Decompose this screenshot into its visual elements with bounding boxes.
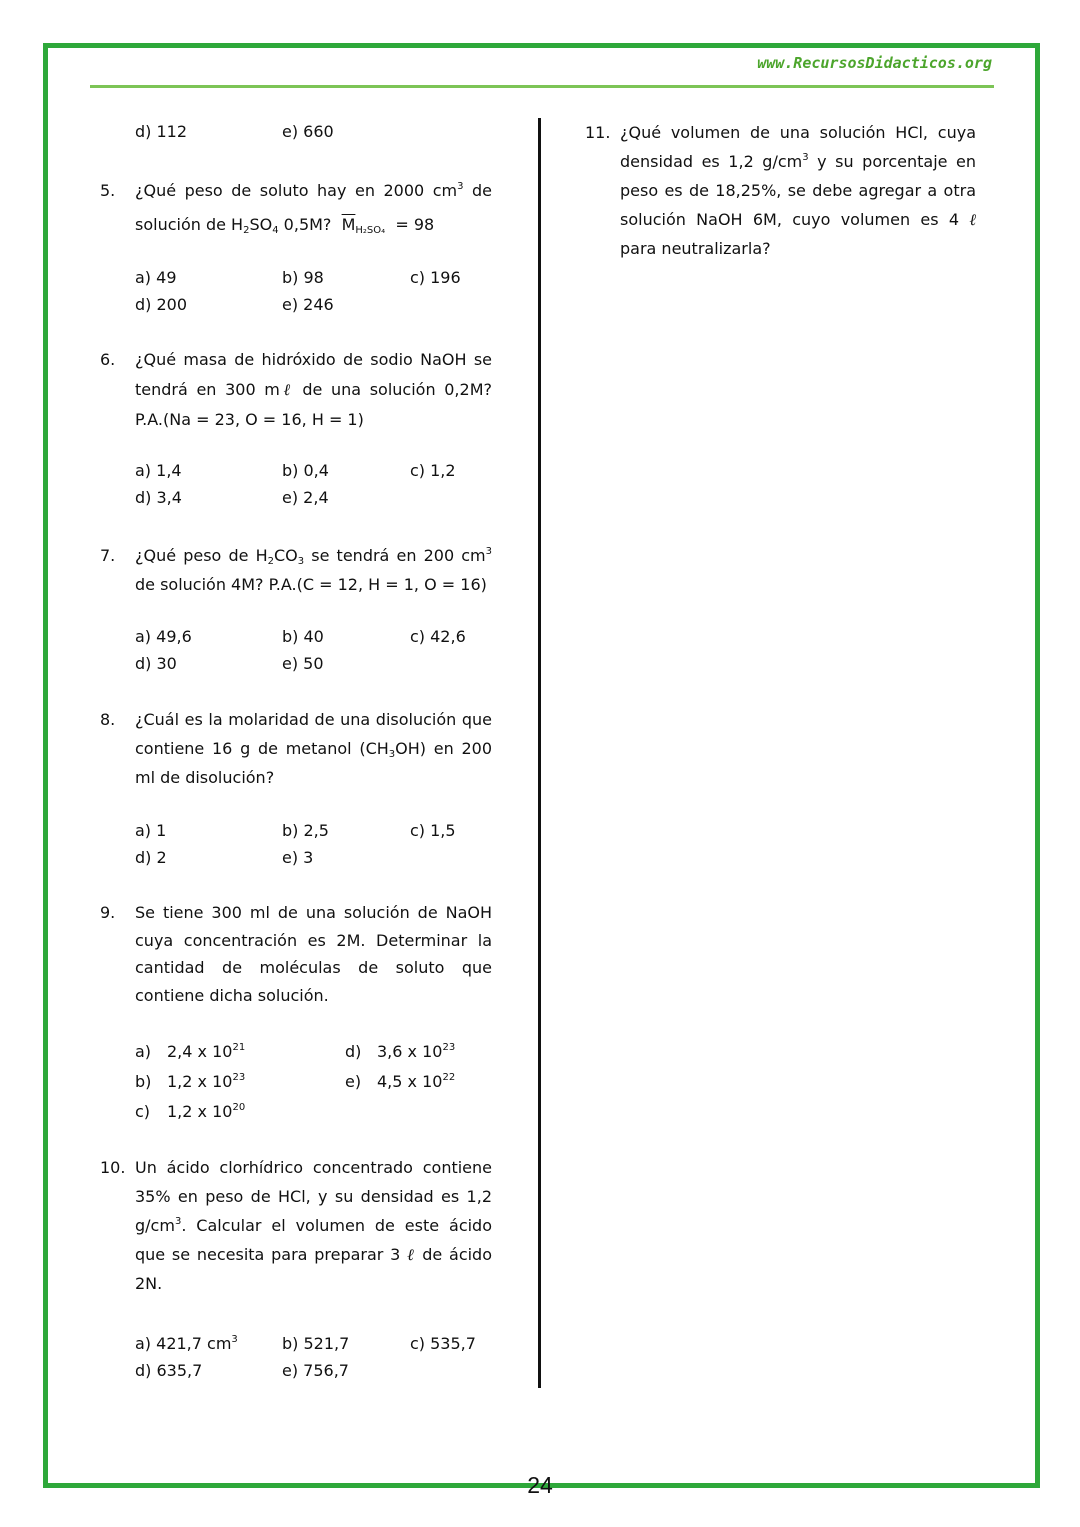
question-7: 7. ¿Qué peso de $H_2CO_3$ se tendrá en 200 $cm^3$ de solución 4M? P.A.(C = 12, H = 1, O = 16) xyxy=(100,541,492,599)
option: d) 200 xyxy=(135,295,188,314)
option: b) 98 xyxy=(282,268,324,287)
option: a) 49 xyxy=(135,268,177,287)
option: a) 1 xyxy=(135,821,167,840)
option: c) 1,5 xyxy=(410,821,456,840)
question-number: 7. xyxy=(100,546,116,565)
q7-options xyxy=(135,623,492,677)
option: a) 2,4 x $10^{21}$ xyxy=(135,1042,246,1061)
question-8: 8. ¿Cuál es la molaridad de una disolución que contiene 16 g de metanol $(CH_3OH)$ en 200 ml de disolución? xyxy=(100,705,492,792)
q4-options-tail xyxy=(135,118,492,145)
right-column xyxy=(585,118,976,263)
question-9: 9. Se tiene 300 ml de una solución de NaOH cuya concentración es 2M. Determinar la cantidad de moléculas de soluto que contiene dicha solución. xyxy=(100,899,492,1009)
option: e) 246 xyxy=(282,295,334,314)
question-5: 5. ¿Qué peso de soluto hay en 2000 $cm^3$ de solución de $H_2SO_4$ 0,5M? $\overline{M}_{H_2SO_4} = 98$ xyxy=(100,174,492,242)
question-number: 5. xyxy=(100,181,116,200)
question-number: 9. xyxy=(100,903,116,922)
option: b) 2,5 xyxy=(282,821,329,840)
question-number: 8. xyxy=(100,710,116,729)
option: a) 421,7 $cm^3$ xyxy=(135,1334,238,1353)
q10-options xyxy=(135,1330,492,1384)
option: d) 3,4 xyxy=(135,488,182,507)
q5-options xyxy=(135,264,492,318)
option: e) 50 xyxy=(282,654,324,673)
q4-option-d: d) 112 xyxy=(135,122,188,141)
question-6: 6. ¿Qué masa de hidróxido de sodio NaOH se tendrá en 300 mℓ de una solución 0,2M? P.A.(Na = 23, O = 16, H = 1) xyxy=(100,345,492,435)
option: a) 49,6 xyxy=(135,627,192,646)
left-column xyxy=(100,118,492,1384)
option: c) 1,2 xyxy=(410,461,456,480)
page-number: 24 xyxy=(527,1472,553,1498)
molar-mass-symbol: $\overline{M}$ xyxy=(341,215,356,234)
question-number: 11. xyxy=(585,123,611,142)
option: d) 635,7 xyxy=(135,1361,203,1380)
option: e) 3 xyxy=(282,848,314,867)
option: b) 521,7 xyxy=(282,1334,350,1353)
option: e) 2,4 xyxy=(282,488,329,507)
column-divider xyxy=(538,118,541,1388)
option: b) 0,4 xyxy=(282,461,329,480)
header-rule xyxy=(90,85,994,88)
option: c) 535,7 xyxy=(410,1334,476,1353)
option: b) 40 xyxy=(282,627,324,646)
option: c) 42,6 xyxy=(410,627,466,646)
option: d) 30 xyxy=(135,654,177,673)
option: e) 4,5 x $10^{22}$ xyxy=(345,1072,456,1091)
option: d) 2 xyxy=(135,848,167,867)
q6-options xyxy=(135,457,492,511)
option: c) 1,2 x $10^{20}$ xyxy=(135,1102,246,1121)
question-number: 6. xyxy=(100,350,116,369)
option: c) 196 xyxy=(410,268,461,287)
option: d) 3,6 x $10^{23}$ xyxy=(345,1042,456,1061)
question-number: 10. xyxy=(100,1158,126,1177)
option: a) 1,4 xyxy=(135,461,182,480)
option: e) 756,7 xyxy=(282,1361,349,1380)
option: b) 1,2 x $10^{23}$ xyxy=(135,1072,246,1091)
question-10: 10. Un ácido clorhídrico concentrado contiene 35% en peso de HCl, y su densidad es 1,2 $g/cm^3$. Calcular el volumen de este ácido que se necesita para preparar 3 ℓ de ácido 2N. xyxy=(100,1153,492,1298)
q9-options xyxy=(135,1037,492,1127)
question-11: 11. ¿Qué volumen de una solución HCl, cuya densidad es 1,2 $g/cm^3$ y su porcentaje en peso es de 18,25%, se debe agregar a otra solución NaOH 6M, cuyo volumen es 4 ℓ para neutralizarla? xyxy=(585,118,976,263)
q8-options xyxy=(135,817,492,871)
site-url: www.RecursosDidacticos.org xyxy=(757,54,992,72)
q4-option-e: e) 660 xyxy=(282,122,334,141)
